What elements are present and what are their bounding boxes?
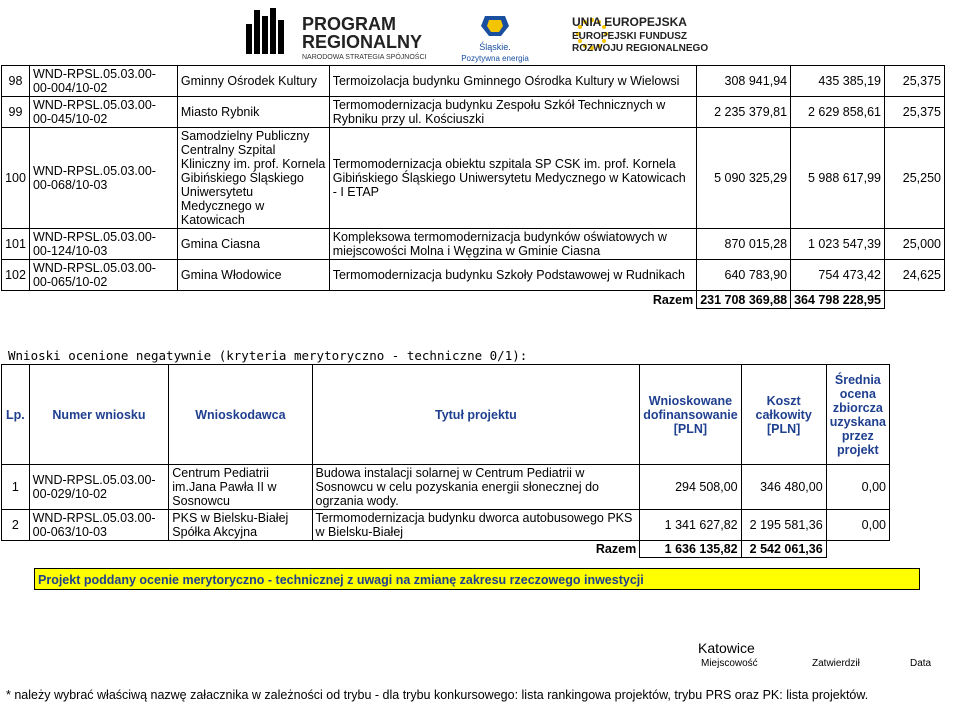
cell-lp: 1 [2, 465, 30, 510]
table-row [2, 465, 890, 510]
cell-nr: WND-RPSL.05.03.00-00-065/10-02 [29, 260, 177, 291]
cell-dof: 640 783,90 [697, 260, 791, 291]
table-row [2, 66, 945, 97]
cell-lp: 2 [2, 510, 30, 541]
eu-text-3: ROZWOJU REGIONALNEGO [572, 43, 709, 54]
cell-koszt: 346 480,00 [741, 465, 826, 510]
sum-koszt: 2 542 061,36 [741, 541, 826, 558]
eu-text-2: EUROPEJSKI FUNDUSZ [572, 31, 688, 42]
cell-tytul: Termomodernizacja budynku Szkoły Podstawowej w Rudnikach [329, 260, 696, 291]
table-row [2, 229, 945, 260]
header-koszt: Koszt całkowity [PLN] [741, 365, 826, 465]
cell-tytul: Budowa instalacji solarnej w Centrum Pediatrii w Sosnowcu w celu pozyskania energii słonecznej do ogrzania wody. [312, 465, 640, 510]
table-row [2, 510, 890, 541]
cell-koszt: 2 629 858,61 [791, 97, 885, 128]
cell-dof: 308 941,94 [697, 66, 791, 97]
cell-dof: 1 341 627,82 [640, 510, 741, 541]
sum-label: Razem [329, 291, 696, 309]
signature-place-label: Miejscowość [701, 658, 758, 669]
cell-tytul: Termomodernizacja obiektu szpitala SP CSK im. prof. Kornela Gibińskiego Śląskiego Uniwersytetu Medycznego w Katowicach - I ETAP [329, 128, 696, 229]
cell-nr: WND-RPSL.05.03.00-00-124/10-03 [29, 229, 177, 260]
header-wnioskodawca: Wnioskodawca [169, 365, 312, 465]
sum-label: Razem [312, 541, 640, 558]
cell-ocena: 25,250 [884, 128, 944, 229]
program-text-2: REGIONALNY [302, 32, 423, 52]
cell-wnioskodawca: Samodzielny Publiczny Centralny Szpital Kliniczny im. prof. Kornela Gibińskiego Śląskiego Uniwersytetu Medycznego w Katowicach [177, 128, 329, 229]
cell-dof: 5 090 325,29 [697, 128, 791, 229]
header-nr: Numer wniosku [29, 365, 169, 465]
slaskie-text-2: Pozytywna energia [461, 54, 529, 63]
cell-koszt: 1 023 547,39 [791, 229, 885, 260]
program-text-1: PROGRAM [302, 14, 396, 34]
ranking-table-negative [1, 364, 890, 558]
cell-ocena: 25,375 [884, 66, 944, 97]
cell-ocena: 25,375 [884, 97, 944, 128]
cell-nr: WND-RPSL.05.03.00-00-068/10-03 [29, 128, 177, 229]
signature-approved-label: Zatwierdził [812, 658, 860, 669]
cell-wnioskodawca: Centrum Pediatrii im.Jana Pawła II w Sosnowcu [169, 465, 312, 510]
cell-tytul: Kompleksowa termomodernizacja budynków oświatowych w miejscowości Molna i Węgzina w Gminie Ciasna [329, 229, 696, 260]
cell-nr: WND-RPSL.05.03.00-00-004/10-02 [29, 66, 177, 97]
program-text-3: NARODOWA STRATEGIA SPÓJNOŚCI [302, 54, 427, 61]
project-note: Projekt poddany ocenie merytoryczno - technicznej z uwagi na zmianę zakresu rzeczowego inwestycji [34, 568, 920, 590]
table-row [2, 97, 945, 128]
table-row [2, 128, 945, 229]
sum-koszt: 364 798 228,95 [791, 291, 885, 309]
slaskie-logo [455, 12, 535, 64]
cell-nr: WND-RPSL.05.03.00-00-063/10-03 [29, 510, 169, 541]
cell-koszt: 754 473,42 [791, 260, 885, 291]
eu-text-1: UNIA EUROPEJSKA [572, 15, 687, 29]
cell-wnioskodawca: Gmina Ciasna [177, 229, 329, 260]
header-dof: Wnioskowane dofinansowanie [PLN] [640, 365, 741, 465]
cell-wnioskodawca: PKS w Bielsku-Białej Spółka Akcyjna [169, 510, 312, 541]
cell-dof: 870 015,28 [697, 229, 791, 260]
cell-tytul: Termoizolacja budynku Gminnego Ośrodka Kultury w Wielowsi [329, 66, 696, 97]
eu-logo [562, 10, 762, 60]
signature-date-label: Data [910, 658, 932, 669]
cell-lp: 100 [2, 128, 30, 229]
header-row [2, 365, 890, 465]
cell-dof: 294 508,00 [640, 465, 741, 510]
program-regionalny-logo [240, 6, 430, 62]
cell-nr: WND-RPSL.05.03.00-00-045/10-02 [29, 97, 177, 128]
ranking-table-positive [1, 65, 945, 309]
cell-tytul: Termomodernizacja budynku Zespołu Szkół Technicznych w Rybniku przy ul. Kościuszki [329, 97, 696, 128]
cell-ocena: 0,00 [826, 465, 889, 510]
signature-place: Katowice [698, 640, 755, 656]
sum-dof: 1 636 135,82 [640, 541, 741, 558]
cell-wnioskodawca: Gmina Włodowice [177, 260, 329, 291]
header-ocena: Średnia ocena zbiorcza uzyskana przez projekt [826, 365, 889, 465]
cell-ocena: 0,00 [826, 510, 889, 541]
cell-koszt: 2 195 581,36 [741, 510, 826, 541]
cell-wnioskodawca: Miasto Rybnik [177, 97, 329, 128]
sum-dof: 231 708 369,88 [697, 291, 791, 309]
table-row [2, 260, 945, 291]
cell-lp: 101 [2, 229, 30, 260]
cell-koszt: 435 385,19 [791, 66, 885, 97]
header-tytul: Tytuł projektu [312, 365, 640, 465]
cell-lp: 99 [2, 97, 30, 128]
cell-koszt: 5 988 617,99 [791, 128, 885, 229]
cell-ocena: 25,000 [884, 229, 944, 260]
cell-wnioskodawca: Gminny Ośrodek Kultury [177, 66, 329, 97]
cell-dof: 2 235 379,81 [697, 97, 791, 128]
section-title-negative: Wnioski ocenione negatywnie (kryteria merytoryczno - techniczne 0/1): [8, 348, 528, 363]
cell-ocena: 24,625 [884, 260, 944, 291]
cell-lp: 102 [2, 260, 30, 291]
sum-row [2, 291, 945, 309]
slaskie-text-1: Śląskie. [479, 42, 511, 52]
header-lp: Lp. [2, 365, 30, 465]
cell-lp: 98 [2, 66, 30, 97]
cell-nr: WND-RPSL.05.03.00-00-029/10-02 [29, 465, 169, 510]
footnote: * należy wybrać właściwą nazwę załacznika w zależności od trybu - dla trybu konkursowego: lista rankingowa projektów, trybu PRS oraz PK: lista projektów. [6, 688, 869, 702]
header-logos [0, 0, 960, 66]
sum-row [2, 541, 890, 558]
cell-tytul: Termomodernizacja budynku dworca autobusowego PKS w Bielsku-Białej [312, 510, 640, 541]
